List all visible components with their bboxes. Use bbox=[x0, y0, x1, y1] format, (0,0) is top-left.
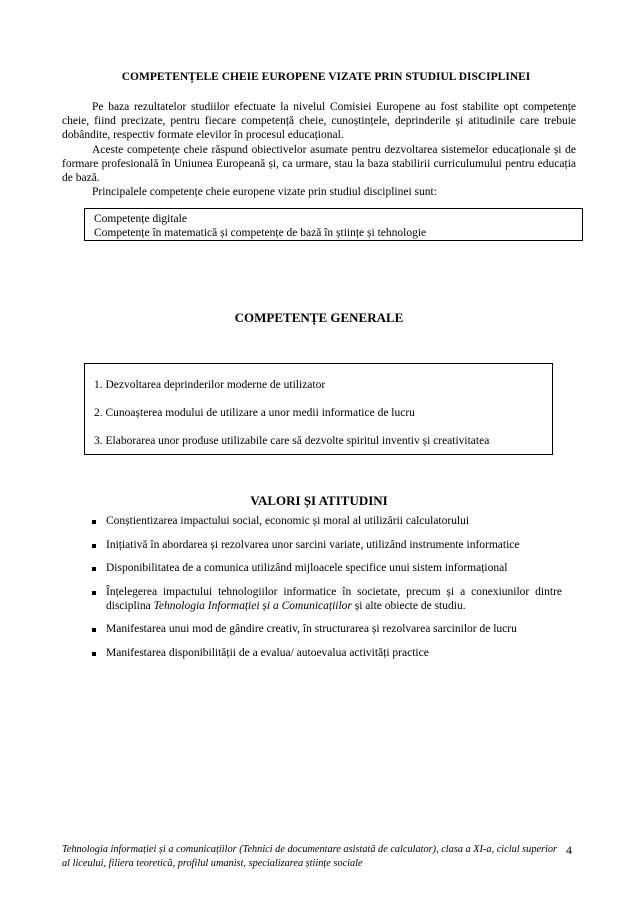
list-item bbox=[92, 561, 562, 575]
intro-text bbox=[62, 100, 576, 199]
bullet-icon bbox=[92, 591, 96, 595]
key-competences-box bbox=[84, 208, 583, 241]
bullet-icon bbox=[92, 520, 96, 524]
list-item bbox=[92, 538, 562, 552]
page-number: 4 bbox=[566, 843, 572, 857]
list-item-text: Conștientizarea impactului social, economic și moral al utilizării calculatorului bbox=[106, 515, 470, 527]
general-competence-item: 1. Dezvoltarea deprinderilor moderne de utilizator bbox=[94, 379, 326, 391]
bullet-icon bbox=[92, 628, 96, 632]
list-item-text: Manifestarea disponibilității de a evalua/ autoevalua activități practice bbox=[106, 646, 429, 659]
list-item-text: Inițiativă în abordarea și rezolvarea unor sarcini variate, utilizând instrumente informatice bbox=[106, 538, 520, 551]
bullet-icon bbox=[92, 544, 96, 548]
list-item-text-part: Înțelegerea impactului tehnologiilor informatice în societate, precum și a conexiunilor dintre disciplina bbox=[106, 585, 562, 612]
list-item-text bbox=[106, 585, 562, 613]
section-title-general-competences: COMPETENȚE GENERALE bbox=[234, 310, 404, 325]
intro-paragraph-1: Pe baza rezultatelor studiilor efectuate la nivelul Comisiei Europene au fost stabilite opt competențe cheie, fiind precizate, pentru fiecare competență cheie, cunoștințele, deprinderile și atitudinile care trebuie dobândite, respectiv formate elevilor în procesul educațional. bbox=[62, 101, 576, 142]
values-list bbox=[92, 514, 562, 669]
key-competence-item: Competențe în matematică și competențe de bază în științe și tehnologie bbox=[94, 227, 427, 239]
discipline-name: Tehnologia Informației și a Comunicațiilor bbox=[153, 599, 352, 612]
key-competence-item: Competențe digitale bbox=[94, 213, 187, 225]
list-item bbox=[92, 622, 562, 636]
general-competences-box bbox=[84, 363, 553, 455]
general-competence-item: 2. Cunoașterea modului de utilizare a unor medii informatice de lucru bbox=[94, 407, 415, 419]
bullet-icon bbox=[92, 652, 96, 656]
section-title-values-attitudes: VALORI ȘI ATITUDINI bbox=[250, 493, 388, 508]
list-item-text: Disponibilitatea de a comunica utilizând mijloacele specifice unui sistem informațional bbox=[106, 562, 508, 574]
general-competence-item: 3. Elaborarea unor produse utilizabile care să dezvolte spiritul inventiv și creativitatea bbox=[94, 435, 490, 447]
list-item-text-part: și alte obiecte de studiu. bbox=[351, 599, 466, 612]
list-item bbox=[92, 514, 562, 528]
bullet-icon bbox=[92, 567, 96, 571]
list-item bbox=[92, 585, 562, 613]
intro-paragraph-2: Aceste competențe cheie răspund obiectivelor asumate pentru dezvoltarea sistemelor educaționale și de formare profesională în Uniunea Europeană și, ca urmare, stau la baza stabilirii curriculumului pentru educația de bază. bbox=[62, 143, 576, 185]
page-footer: Tehnologia informației și a comunicațiilor (Tehnici de documentare asistată de calculator), clasa a XI-a, ciclul superior al liceului, filiera teoretică, profilul umanist, specializarea științe sociale bbox=[62, 844, 558, 869]
list-item bbox=[92, 646, 562, 660]
list-item-text: Manifestarea unui mod de gândire creativ, în structurarea și rezolvarea sarcinilor de lucru bbox=[106, 623, 517, 635]
section-title-key-competences: COMPETENȚELE CHEIE EUROPENE VIZATE PRIN STUDIUL DISCIPLINEI bbox=[121, 71, 531, 83]
intro-paragraph-3: Principalele competențe cheie europene vizate prin studiul disciplinei sunt: bbox=[92, 186, 437, 199]
